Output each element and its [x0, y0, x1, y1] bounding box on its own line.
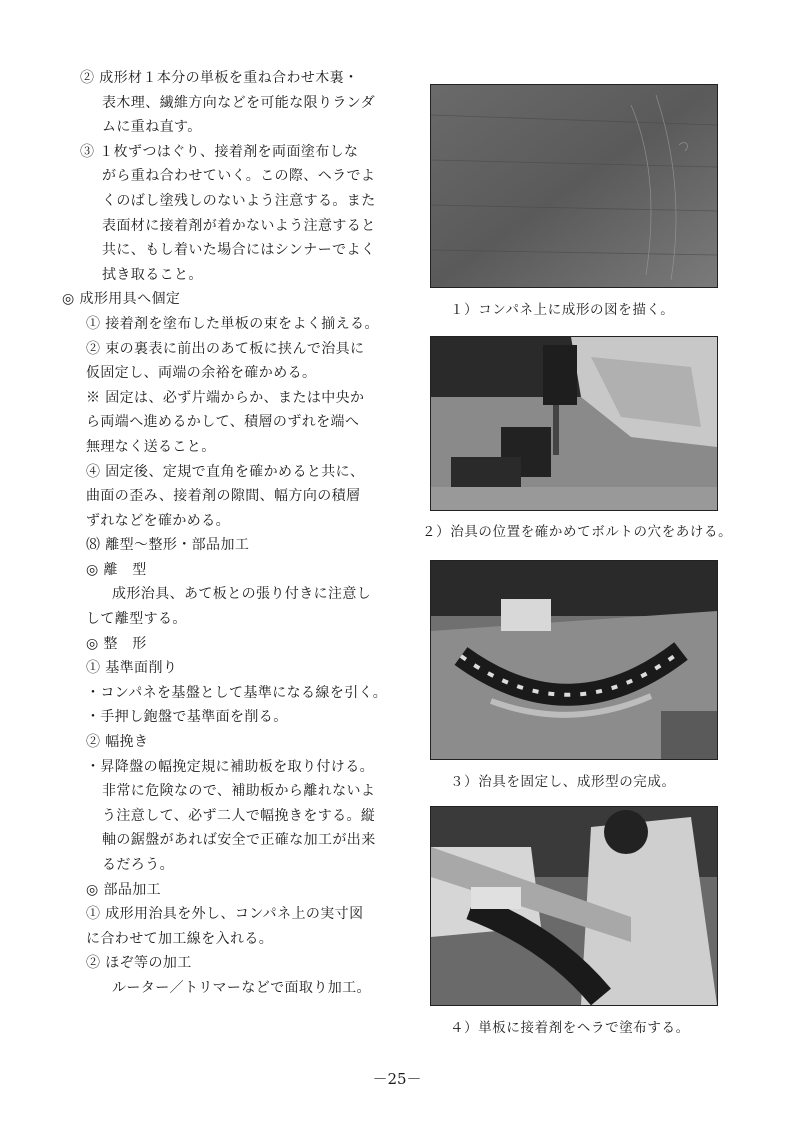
text-line: ① 接着剤を塗布した単板の束をよく揃える。	[86, 315, 379, 332]
text-line: 軸の鋸盤があれば安全で正確な加工が出来	[102, 832, 376, 849]
subsection-heading: ◎ 部品加工	[86, 881, 162, 898]
text-line: るだろう。	[102, 857, 174, 873]
text-line: ② ほぞ等の加工	[86, 955, 192, 972]
text-line: ① 成形用治具を外し、コンパネ上の実寸図	[86, 906, 364, 923]
text-line: 無理なく送ること。	[86, 438, 216, 455]
text-line: 仮固定し、両端の余裕を確かめる。	[86, 365, 317, 382]
text-line: ② 成形材１本分の単板を重ね合わせ木裏・	[80, 70, 359, 86]
text-line: う注意して、必ず二人で幅挽きをする。縦	[102, 807, 376, 824]
text-line: 表木理、繊維方向などを可能な限りランダ	[102, 94, 376, 111]
text-line: ③ １枚ずつはぐり、接着剤を両面塗布しな	[80, 143, 359, 160]
photo-3	[430, 560, 718, 760]
text-line: ら両端へ進めるかして、積層のずれを端へ	[86, 414, 360, 431]
subsection-heading: ◎ 離 型	[86, 561, 147, 578]
body-text	[62, 66, 402, 1001]
text-line: ルーター／トリマーなどで面取り加工。	[112, 979, 371, 996]
text-line: ④ 固定後、定規で直角を確かめると共に、	[86, 463, 365, 480]
text-line: に合わせて加工線を入れる。	[86, 930, 274, 947]
subsection-heading: ◎ 整 形	[86, 635, 147, 652]
text-line: ずれなどを確かめる。	[86, 512, 230, 529]
text-line: 非常に危険なので、補助板から離れないよ	[102, 783, 376, 800]
bullet-line: ・手押し鉋盤で基準面を削る。	[86, 709, 288, 726]
text-line: して離型する。	[86, 611, 187, 628]
note-line: ※ 固定は、必ず片端からか、または中央か	[86, 389, 365, 406]
photo-1-caption: １）コンパネ上に成形の図を描く。	[450, 302, 675, 318]
text-line: くのばし塗残しのないよう注意する。また	[102, 192, 376, 209]
text-line: がら重ね合わせていく。この際、ヘラでよ	[102, 168, 376, 185]
photo-2-caption: ２）治具の位置を確かめてボルトの穴をあける。	[422, 524, 733, 540]
photo-3-caption: ３）治具を固定し、成形型の完成。	[450, 774, 676, 790]
text-line: 表面材に接着剤が着かないよう注意すると	[102, 217, 376, 234]
photo-2	[430, 336, 718, 511]
text-line: 成形治具、あて板との張り付きに注意し	[112, 586, 372, 603]
text-line: 拭き取ること。	[102, 266, 203, 283]
photo-4-caption: ４）単板に接着剤をヘラで塗布する。	[450, 1020, 690, 1036]
photo-1	[430, 84, 718, 288]
text-line: 曲面の歪み、接着剤の隙間、幅方向の積層	[86, 488, 361, 505]
text-line: ② 束の裏表に前出のあて板に挟んで治具に	[86, 340, 365, 357]
bullet-line: ・コンパネを基盤として基準になる線を引く。	[86, 684, 388, 701]
photo-4	[430, 806, 718, 1006]
bullet-line: ・昇降盤の幅挽定規に補助板を取り付ける。	[86, 758, 374, 775]
text-line: ① 基準面削り	[86, 660, 178, 677]
page-number: －25－	[372, 1070, 422, 1088]
text-line: ② 幅挽き	[86, 734, 149, 751]
section-heading: ⑻ 離型～整形・部品加工	[86, 537, 250, 554]
text-line: 共に、もし着いた場合にはシンナーでよく	[102, 242, 376, 259]
section-heading: ◎ 成形用具へ個定	[62, 291, 181, 308]
text-line: ムに重ね直す。	[102, 119, 202, 136]
